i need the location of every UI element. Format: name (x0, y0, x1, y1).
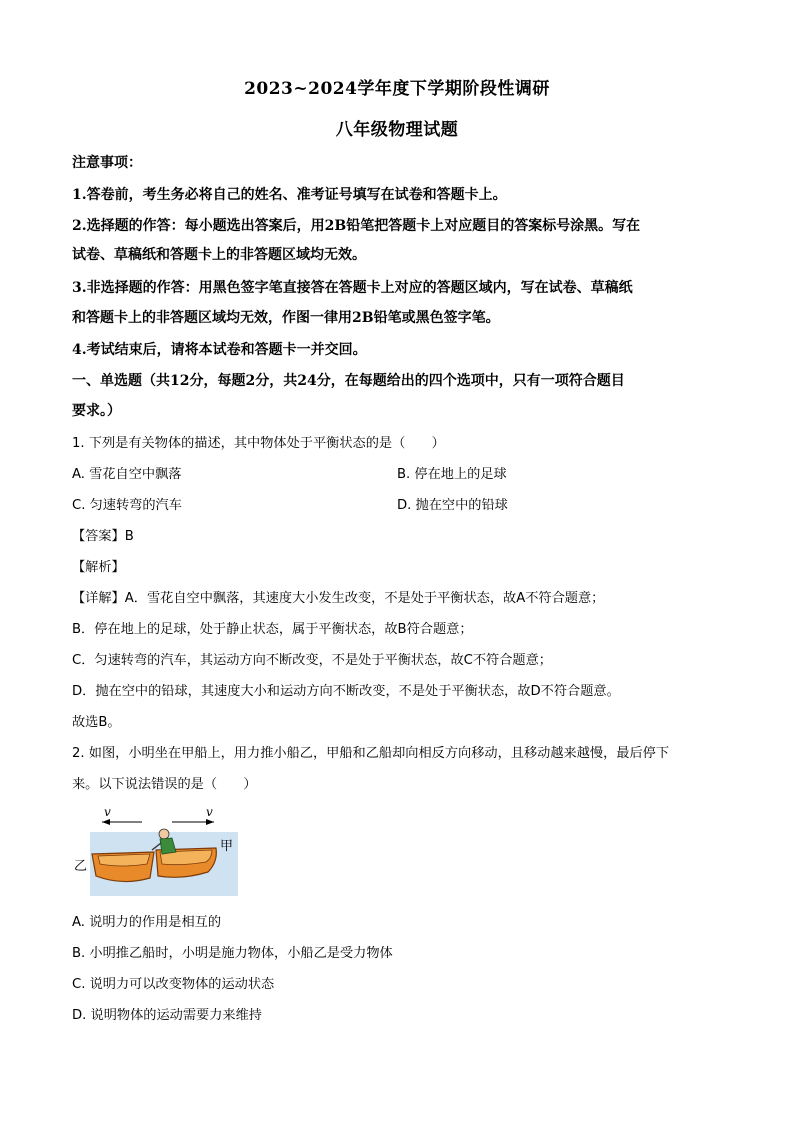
question-1-detail-4: D．抛在空中的铅球，其速度大小和运动方向不断改变，不是处于平衡状态，故D不符合题意。 (72, 684, 620, 699)
question-2-option-a: A. 说明力的作用是相互的 (72, 915, 222, 930)
question-2-option-d: D. 说明物体的运动需要力来维持 (72, 1008, 262, 1023)
question-1-analysis-label: 【解析】 (72, 560, 125, 575)
question-1-stem: 1. 下列是有关物体的描述，其中物体处于平衡状态的是（ ） (72, 436, 445, 451)
notice-item-2-line-1: 2.选择题的作答：每小题选出答案后，用2B铅笔把答题卡上对应题目的答案标号涂黑。写在 (72, 218, 641, 234)
notice-item-1: 1.答卷前，考生务必将自己的姓名、准考证号填写在试卷和答题卡上。 (72, 187, 507, 203)
notice-item-3-line-1: 3.非选择题的作答：用黑色签字笔直接答在答题卡上对应的答题区域内，写在试卷、草稿纸 (72, 280, 633, 296)
question-2-option-c: C. 说明力可以改变物体的运动状态 (72, 977, 275, 992)
boats-illustration (72, 802, 242, 898)
question-1-option-b: B. 停在地上的足球 (397, 467, 507, 482)
question-1-option-d: D. 抛在空中的铅球 (397, 498, 508, 513)
question-2-stem-line-2: 来。以下说法错误的是（ ） (72, 777, 257, 792)
boat-yi-interior (98, 854, 150, 866)
question-1-detail-2: B．停在地上的足球，处于静止状态，属于平衡状态，故B符合题意； (72, 622, 473, 637)
question-1-answer: 【答案】B (72, 529, 134, 544)
section-heading-line-1: 一、单选题（共12分，每题2分，共24分，在每题给出的四个选项中，只有一项符合题目 (72, 373, 625, 389)
question-1-option-a: A. 雪花自空中飘落 (72, 467, 182, 482)
question-2-option-b: B. 小明推乙船时，小明是施力物体，小船乙是受力物体 (72, 946, 393, 961)
section-heading-line-2: 要求。） (72, 403, 121, 419)
boat-jia-label: 甲 (220, 839, 234, 854)
question-1-option-c: C. 匀速转弯的汽车 (72, 498, 182, 513)
right-velocity-label: v (206, 805, 213, 819)
boat-yi-label: 乙 (74, 859, 88, 874)
notice-item-3-line-2: 和答题卡上的非答题区域均无效，作图一律用2B铅笔或黑色签字笔。 (72, 310, 500, 326)
question-1-detail-1: 【详解】A．雪花自空中飘落，其速度大小发生改变，不是处于平衡状态，故A不符合题意； (72, 591, 605, 606)
notice-item-2-line-2: 试卷、草稿纸和答题卡上的非答题区域均无效。 (72, 247, 366, 263)
question-1-detail-3: C．匀速转弯的汽车，其运动方向不断改变，不是处于平衡状态，故C不符合题意； (72, 653, 552, 668)
boats-figure (72, 802, 242, 898)
notice-item-4: 4.考试结束后，请将本试卷和答题卡一并交回。 (72, 342, 367, 358)
person-head (159, 829, 169, 839)
right-arrow-head (206, 819, 214, 825)
question-1-conclusion: 故选B。 (72, 715, 121, 730)
left-arrow-head (102, 819, 110, 825)
left-velocity-label: v (104, 805, 111, 819)
exam-subtitle: 八年级物理试题 (335, 120, 459, 140)
notice-heading: 注意事项： (72, 155, 142, 171)
question-2-stem-line-1: 2. 如图，小明坐在甲船上，用力推小船乙，甲船和乙船却向相反方向移动，且移动越来越慢，最后停下 (72, 746, 670, 761)
exam-title: 2023~2024学年度下学期阶段性调研 (244, 79, 550, 99)
